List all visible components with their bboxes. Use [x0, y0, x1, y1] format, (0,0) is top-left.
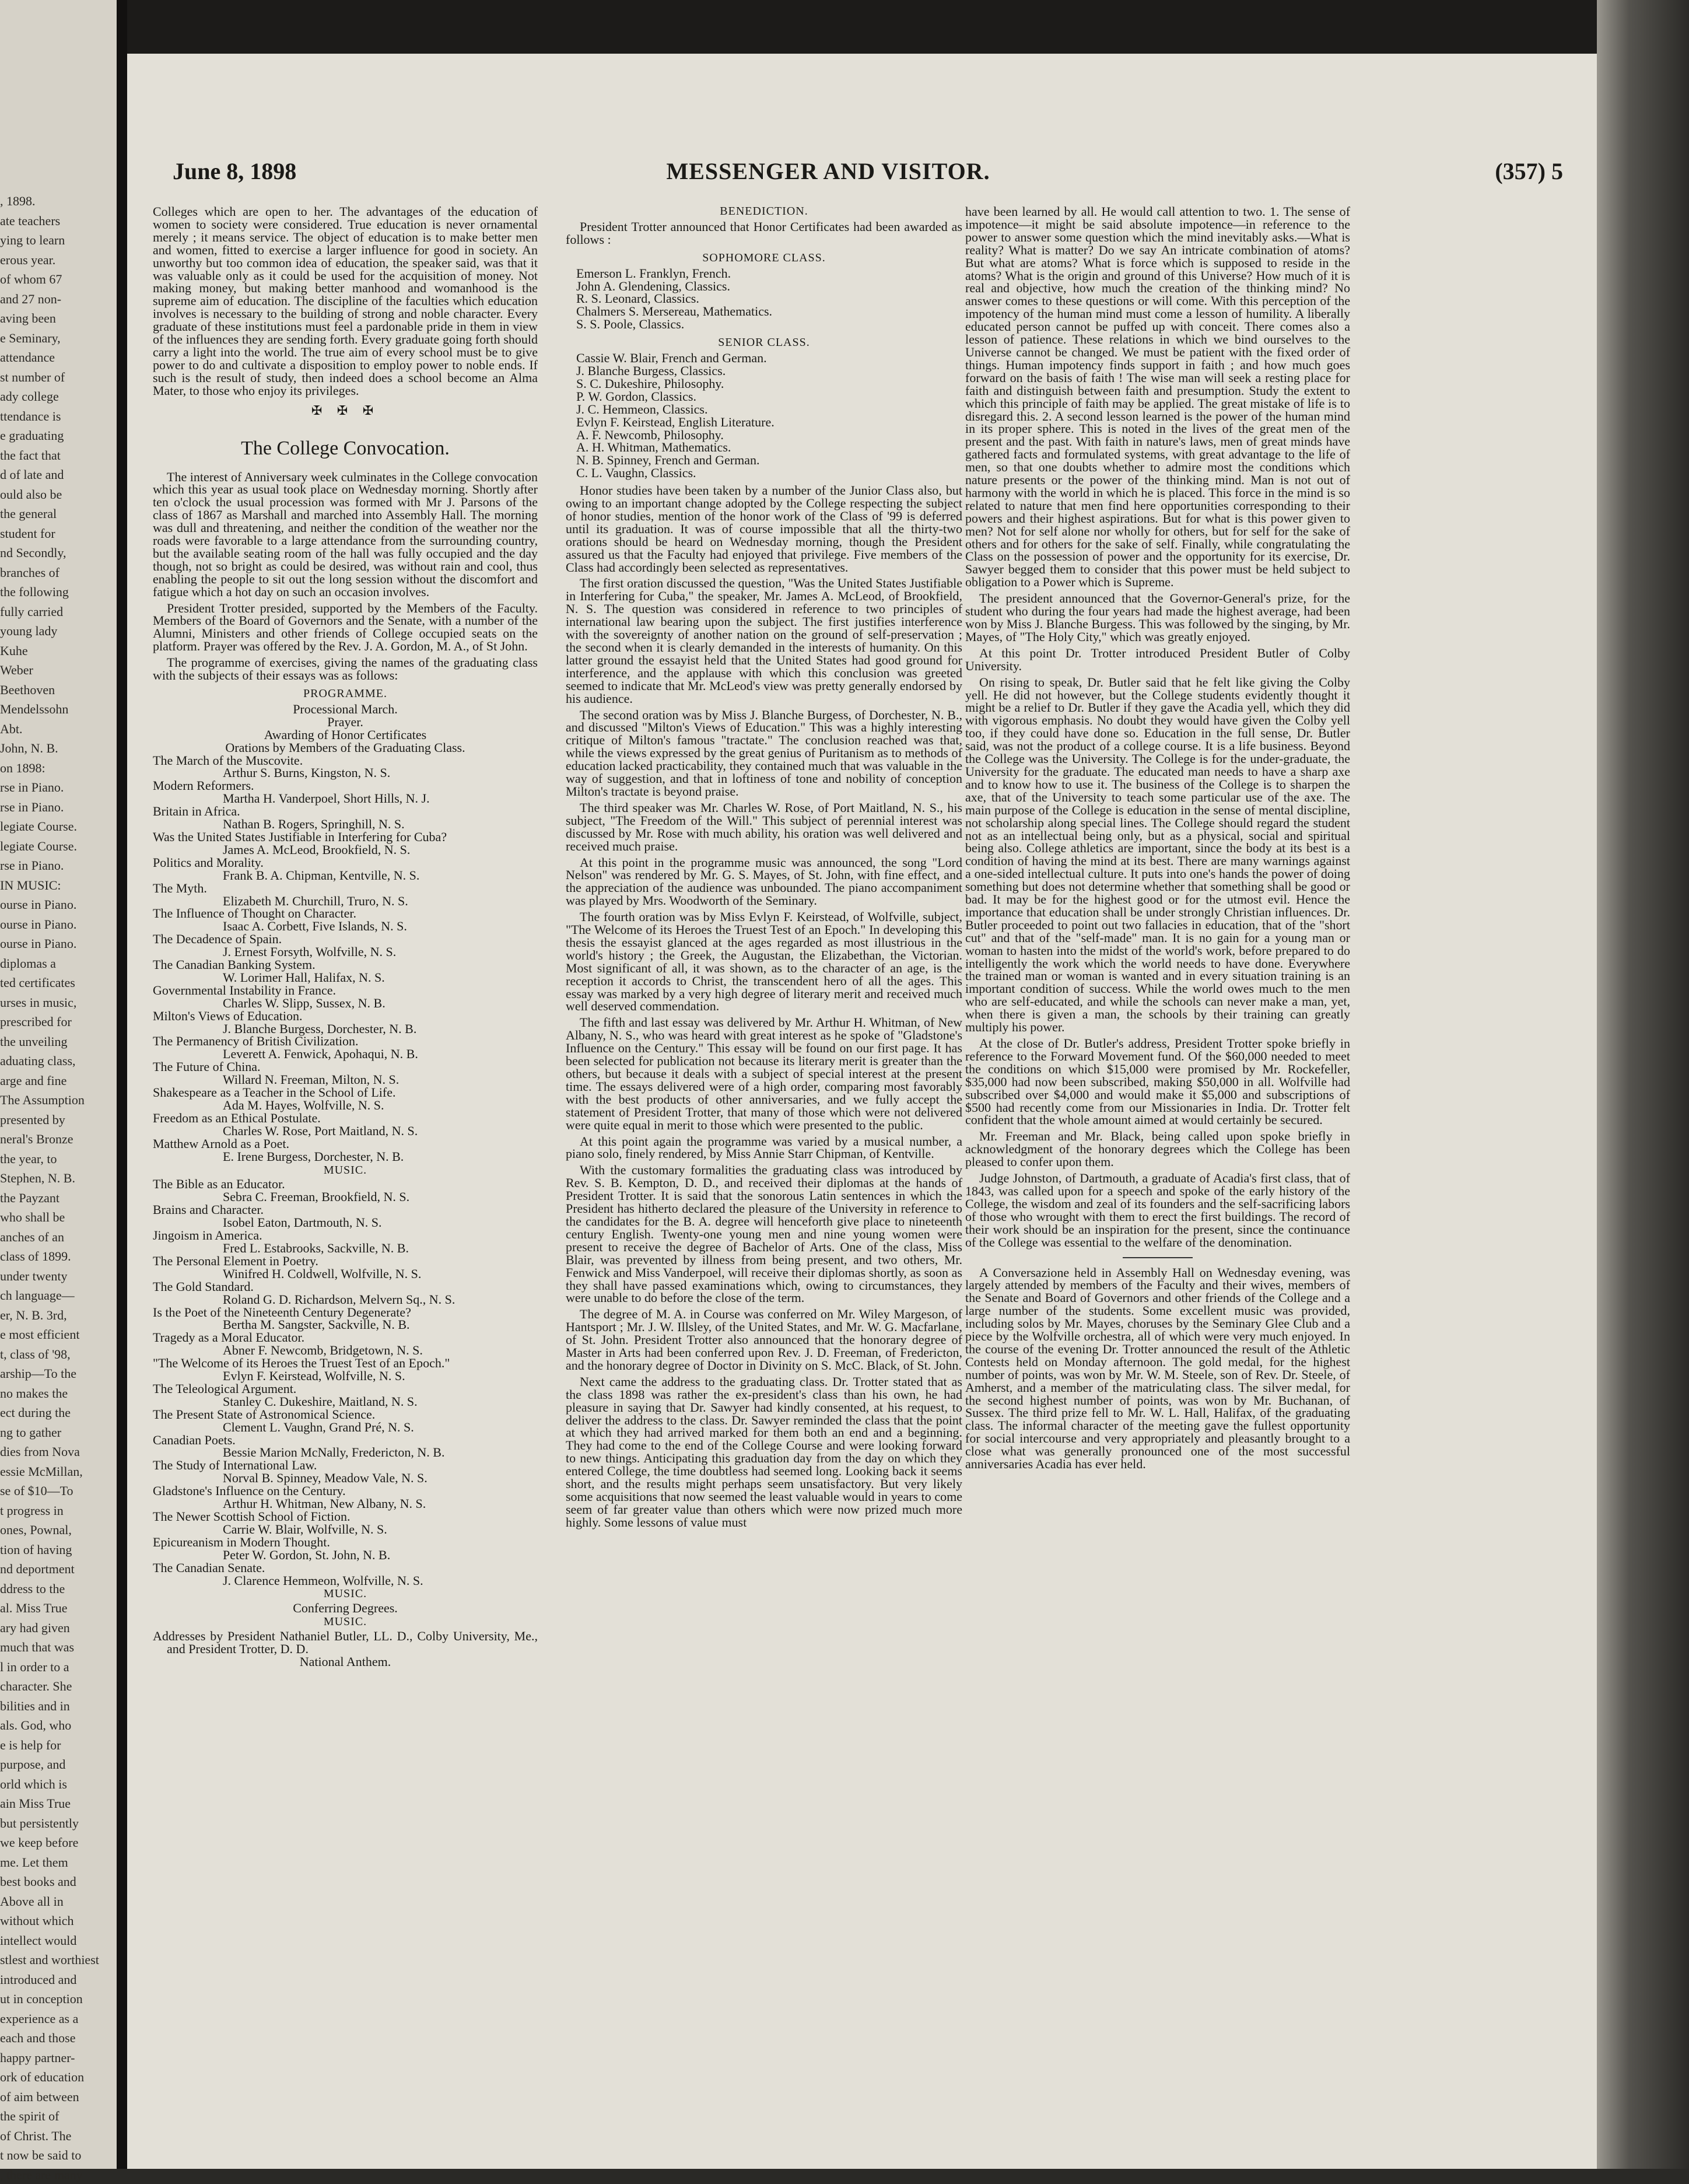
page-gutter	[117, 0, 127, 2169]
facing-page-text-line: ddress to the	[0, 1581, 65, 1596]
honor-entry: Emerson L. Franklyn, French.	[576, 265, 731, 281]
facing-page-text-line: rse in Piano.	[0, 780, 64, 794]
facing-page-text-line: ying to learn	[0, 233, 65, 247]
facing-page-text-line: , there are many	[0, 2167, 83, 2182]
facing-page-text-line: bilities and in	[0, 1698, 70, 1713]
programme-item: Orations by Members of the Graduating Class.	[225, 740, 465, 755]
facing-page-text-line: IN MUSIC:	[0, 877, 61, 892]
programme-item: Processional March.	[293, 701, 398, 716]
intro-paragraph: Colleges which are open to her. The advantages of the education of women to society were considered. True education is never ornamental merely ; it means service. The object of education is to make better men and women, fitted to exercise a larger influence for good in society. An unworthy but too common idea of education, the speaker said, was that it was valuable only as it could be used for the acquisition of money. Not making money, but making better manhood and womanhood is the supreme aim of education. The discipline of the faculties which education involves is necessary to the building of strong and noble character. Every graduate of these institutions must feel a pardonable pride in them in view of the influences they are sending forth. Every graduate going forth should carry a light into the world. The true aim of every school must be to give power to do and cultivate a disposition to employ power to noble ends. If such is the result of study, then indeed does a school become an Alma Mater, to those who enjoy its privileges.	[153, 204, 538, 398]
programme-essay-title: Matthew Arnold as a Poet.	[153, 1136, 290, 1151]
programme-essay-title: Modern Reformers.	[153, 778, 254, 793]
facing-page-text-line: John, N. B.	[0, 741, 58, 755]
programme-essayist: Abner F. Newcomb, Bridgetown, N. S.	[223, 1343, 423, 1358]
facing-page-text-line: happy partner-	[0, 2050, 75, 2065]
facing-page-text-line: ng to gather	[0, 1424, 62, 1440]
honor-entry: N. B. Spinney, French and German.	[576, 453, 760, 468]
programme-essayist: Nathan B. Rogers, Springhill, N. S.	[223, 817, 405, 832]
facing-page-text-line: rse in Piano.	[0, 858, 64, 873]
programme-essayist: Bertha M. Sangster, Sackville, N. B.	[223, 1317, 410, 1332]
facing-page-text-line: the general	[0, 506, 57, 521]
paragraph: have been learned by all. He would call attention to two. 1. The sense of impotence—it might be said absolute impotence—in reference to the power to answer some question which the mind inevitably asks.—What is reality? What is matter? Do we say An intricate combination of atoms? But what are atoms? What is force which is supposed to reside in the atoms? What is the origin and ground of this Universe? How much of it is real and objective, how much the creation of the thinking mind? No answer comes to these questions or will come. With this perception of the impotency of the human mind must come a lesson of humility. A liberally educated person cannot be puffed up with conceit. There comes also a lesson of patience. These relations in which we bind ourselves to the Universe cannot be changed. We must be patient with the fixed order of things. Human impotency finds support in faith ; and how much goes forward on the basis of faith ! The wise man will seek a resting place for faith and distinguish between faith and presumption. Study the extent to which this principle of faith may be applied. The great mistake of life is to disregard this. 2. A second lesson learned is the power of the human mind in its proper sphere. This is noted in the lives of the great men of the present and the past. With faith in nature's laws, men of great minds have gathered facts and formulated systems, with great advantage to the life of men, so that one doubts whether to admire most the conditions which nature presents or the power of the thinking mind. Man is not out of harmony with the world in which he is placed. This force in the mind is so related to nature that men find here opportunities corresponding to their powers and their highest aspirations. But for what is this power given to men? Not for self alone nor wholly for others, but for self for the sake of others and for others for the sake of self. Finally, while congratulating the Class on the possession of power and the opportunity for its exercise, Dr. Sawyer begged them to consider that this power must be held subject to obligation to a Power which is Supreme.	[965, 204, 1350, 590]
facing-page-text-line: much that was	[0, 1640, 75, 1654]
paragraph: The president announced that the Governor-General's prize, for the student who during the four years had made the highest average, had been won by Miss J. Blanche Burgess. This was followed by the singing, by Mr. Mayes, of "The Holy City," which was greatly enjoyed.	[965, 591, 1350, 644]
programme-essayist: Stanley C. Dukeshire, Maitland, N. S.	[223, 1394, 418, 1409]
programme-essay-title: Is the Poet of the Nineteenth Century Degenerate?	[153, 1304, 411, 1320]
facing-page-text-line: ork of education	[0, 2070, 85, 2084]
music-label: MUSIC.	[323, 1587, 367, 1601]
facing-page-text-line: fully carried	[0, 604, 64, 619]
facing-page-text-line: Abt.	[0, 721, 23, 736]
paragraph: President Trotter presided, supported by the Members of the Faculty. Members of the Board of Governors and the Senate, with a number of the Alumni, Ministers and other friends of College occupied seats on the platform. Prayer was offered by the Rev. J. A. Gordon, M. A., of St John.	[153, 600, 538, 654]
paragraph: With the customary formalities the graduating class was introduced by Rev. S. B. Kempton, D. D., and received their diplomas at the hands of President Trotter. It is said that the sonorous Latin sentences in which the President has hitherto declared the pleasure of the University in reference to the candidates for the B. A. degree will henceforth give place to nineteenth century English. Twenty-one young men and nine young women were present to receive the degree of Bachelor of Arts. One of the class, Miss Blair, was prevented by illness from being present, and two others, Mr. Fenwick and Miss Vanderpoel, will receive their diplomas shortly, as soon as they shall have passed examinations which, owing to circumstances, they were unable to do before the close of the term.	[566, 1163, 962, 1306]
facing-page-text-line: , 1898.	[0, 194, 36, 208]
facing-page-text-line: each and those	[0, 2031, 76, 2045]
programme-essay-title: Tragedy as a Moral Educator.	[153, 1330, 305, 1345]
facing-page-text-line: intellect would	[0, 1933, 77, 1948]
facing-page-text-line: tion of having	[0, 1542, 72, 1557]
programme-essayist: James A. McLeod, Brookfield, N. S.	[223, 842, 411, 857]
programme-essayist: Willard N. Freeman, Milton, N. S.	[223, 1072, 400, 1087]
facing-page-text-line: ttendance is	[0, 408, 61, 424]
programme-essay-title: Epicureanism in Modern Thought.	[153, 1534, 330, 1549]
facing-page-text-line: who shall be	[0, 1210, 65, 1224]
facing-page-text-line: ourse in Piano.	[0, 916, 77, 932]
music-label: MUSIC.	[323, 1615, 367, 1629]
facing-page-text-line: the following	[0, 584, 69, 599]
column-1	[153, 205, 538, 1668]
facing-page-text-line: t progress in	[0, 1503, 64, 1518]
paragraph: At this point Dr. Trotter introduced President Butler of Colby University.	[965, 645, 1350, 673]
programme-item: Awarding of Honor Certificates	[264, 727, 427, 742]
facing-page-text-line: rse in Piano.	[0, 799, 64, 814]
programme-essayist: Martha H. Vanderpoel, Short Hills, N. J.	[223, 791, 430, 806]
facing-page-text-line: The Assumption	[0, 1093, 85, 1107]
programme-essayist: E. Irene Burgess, Dorchester, N. B.	[223, 1149, 404, 1164]
paragraph: The first oration discussed the question, "Was the United States Justifiable in Interfering for Cuba," the speaker, Mr. James A. McLeod, of Brookfield, N. S. The question was considered in reference to two principles of international law bearing upon the subject. The first justifies interference with the sovereignty of another nation on the ground of self-preservation ; the second when it is clearly demanded in the interests of humanity. On this latter ground the essayist held that the United States had good ground for interference, and the applause with which this conclusion was greeted seemed to indicate that Mr. McLeod's view was pretty generally endorsed by his audience.	[566, 576, 962, 706]
column-3-paragraphs	[965, 205, 1350, 1249]
facing-page-text-line: Stephen, N. B.	[0, 1171, 75, 1185]
honor-entry: A. F. Newcomb, Philosophy.	[576, 427, 724, 442]
facing-page-text-line: of whom 67	[0, 272, 62, 286]
programme-essayist: J. Blanche Burgess, Dorchester, N. B.	[223, 1021, 417, 1036]
programme-essay-title: The Decadence of Spain.	[153, 932, 282, 947]
honor-entry: R. S. Leonard, Classics.	[576, 291, 699, 306]
programme-essayist: Peter W. Gordon, St. John, N. B.	[223, 1547, 391, 1562]
facing-page-text-line: nd Secondly,	[0, 545, 66, 560]
facing-page-text-line: ate teachers	[0, 213, 61, 228]
facing-page-text-line: erous year.	[0, 252, 56, 267]
programme-essay-title: Shakespeare as a Teacher in the School of Life.	[153, 1085, 396, 1100]
facing-page-text-line: of Christ. The	[0, 2128, 72, 2143]
facing-page-text-line: se of $10—To	[0, 1483, 73, 1498]
facing-page-text-line: branches of	[0, 565, 60, 580]
facing-page-text-line: student for	[0, 526, 55, 541]
facing-page-text-line: the unveiling	[0, 1034, 68, 1049]
programme-essay-title: The Personal Element in Poetry.	[153, 1253, 318, 1268]
facing-page-text-line: Above all in	[0, 1894, 64, 1909]
facing-page-text-line: ady college	[0, 389, 59, 404]
music-label: MUSIC.	[323, 1163, 367, 1177]
facing-page-text-line: young lady	[0, 624, 58, 638]
honor-entry: J. C. Hemmeon, Classics.	[576, 401, 708, 416]
sophomore-heading: SOPHOMORE CLASS.	[702, 251, 826, 264]
programme-essay-title: Governmental Instability in France.	[153, 982, 337, 998]
programme-essay-title: The Study of International Law.	[153, 1458, 317, 1473]
facing-page-text-line: ourse in Piano.	[0, 936, 77, 951]
programme-essay-title: The Future of China.	[153, 1059, 261, 1074]
facing-page-text-line: legiate Course.	[0, 838, 77, 853]
paragraph: President Trotter announced that Honor Certificates had been awarded as follows :	[566, 219, 962, 247]
anthem-line: National Anthem.	[299, 1654, 391, 1669]
programme-essay-title: The Teleological Argument.	[153, 1381, 297, 1396]
scan-right-border	[1597, 0, 1689, 2169]
facing-page-text-line: e Seminary,	[0, 330, 61, 345]
paragraph: The fourth oration was by Miss Evlyn F. Keirstead, of Wolfville, subject, "The Welcome of its Heroes the Truest Test of an Epoch." In developing this thesis the essayist glanced at the ages regarded as most illustrious in the world's history ; the Greek, the Augustan, the Elizabethan, the Victorian. Most significant of all, it was shown, as to the character of an age, is the reception it accords to Christ, the transcendent hero of all the ages. This essay was marked by a very high degree of literary merit and received much well deserved commendation.	[566, 909, 962, 1014]
facing-page-text-line: me. Let them	[0, 1854, 68, 1870]
facing-page-text-line: dies from Nova	[0, 1444, 80, 1459]
facing-page-text-line: presented by	[0, 1112, 65, 1127]
programme-essay-title: The Bible as an Educator.	[153, 1177, 285, 1192]
facing-page-text-line: ch language—	[0, 1288, 75, 1303]
paragraph: At this point again the programme was varied by a musical number, a piano solo, finely rendered, by Miss Annie Starr Chipman, of Kentville.	[566, 1133, 962, 1161]
programme-essayist: J. Clarence Hemmeon, Wolfville, N. S.	[223, 1573, 423, 1588]
programme-essay-title: Gladstone's Influence on the Century.	[153, 1483, 346, 1499]
programme-essayist: Clement L. Vaughn, Grand Pré, N. S.	[223, 1419, 414, 1434]
programme-essayist: J. Ernest Forsyth, Wolfville, N. S.	[223, 944, 397, 960]
programme-essay-title: The Gold Standard.	[153, 1279, 254, 1294]
facing-page-text-line: als. God, who	[0, 1718, 72, 1732]
facing-page-text-line: introduced and	[0, 1972, 77, 1987]
facing-page-text-line: aving been	[0, 311, 56, 326]
facing-page-text-line: Beethoven	[0, 682, 55, 697]
honor-entry: S. S. Poole, Classics.	[576, 317, 685, 332]
paragraph: The fifth and last essay was delivered by Mr. Arthur H. Whitman, of New Albany, N. S., who was heard with great interest as he spoke of "Gladstone's Influence on the Century." This essay will be found on our first page. It has been selected for publication not because its literary merit is greater than the others, but because it deals with a subject of special interest at the present time. The essays delivered were of a high order, comparing most favorably with the best products of other anniversaries, and we fully accept the statement of President Trotter, that many of those which were not delivered were quite equal in merit to those which were presented to the public.	[566, 1015, 962, 1132]
programme-essay-title: The Canadian Senate.	[153, 1560, 265, 1575]
paragraph: The interest of Anniversary week culminates in the College convocation which this year as usual took place on Wednesday morning. Shortly after ten o'clock the usual procession was formed with Mr J. Parsons of the class of 1867 as Marshall and marched into Assembly Hall. The morning was dull and threatening, and neither the condition of the weather nor the roads were favorable to a large attendance from the surrounding country, but the available seating room of the hall was fully occupied and the day though, not so bright as could be desired, was without rain and cool, thus enabling the people to sit out the long session without the discomfort and fatigue which a hot day on such an occasion involves.	[153, 469, 538, 599]
paragraph: Mr. Freeman and Mr. Black, being called upon spoke briefly in acknowledgment of the honorary degrees which the College has been pleased to confer upon them.	[965, 1129, 1350, 1170]
addresses-line: Addresses by President Nathaniel Butler, LL. D., Colby University, Me., and President Trotter, D. D.	[153, 1629, 538, 1657]
facing-page-text-line: t, class of '98,	[0, 1346, 71, 1362]
facing-page-text-line: of aim between	[0, 2089, 79, 2104]
programme-essay-title: Was the United States Justifiable in Interfering for Cuba?	[153, 829, 447, 844]
programme-item: Conferring Degrees.	[293, 1601, 398, 1616]
facing-page-text-line: ut in conception	[0, 1992, 83, 2006]
programme-essayist: Ada M. Hayes, Wolfville, N. S.	[223, 1098, 384, 1112]
facing-page-text-line: but persistently	[0, 1815, 79, 1831]
paragraph: The third speaker was Mr. Charles W. Rose, of Port Maitland, N. S., his subject, "The Freedom of the Will." This subject of perennial interest was discussed by Mr. Rose with much ability, his oration was well delivered and received much praise.	[566, 800, 962, 853]
facing-page-text-line: l in order to a	[0, 1659, 69, 1674]
programme-essay-title: Freedom as an Ethical Postulate.	[153, 1110, 321, 1125]
facing-page-text-line: essie McMillan,	[0, 1464, 83, 1479]
programme-essayist: W. Lorimer Hall, Halifax, N. S.	[223, 970, 385, 985]
programme-essay-title: The March of the Muscovite.	[153, 752, 303, 768]
facing-page-text-line: ary had given	[0, 1620, 70, 1635]
facing-page-text-line: diplomas a	[0, 956, 56, 971]
facing-page-text-line: legiate Course.	[0, 819, 77, 834]
programme-essayist: Roland G. D. Richardson, Melvern Sq., N. S.	[223, 1292, 455, 1307]
facing-page-text-line: purpose, and	[0, 1757, 66, 1772]
facing-page-text-line: the Payzant	[0, 1190, 60, 1205]
facing-page-text-line: urses in music,	[0, 995, 77, 1010]
paragraph: The programme of exercises, giving the names of the graduating class with the subjects of their essays was as follows:	[153, 655, 538, 683]
programme-essayist: Charles W. Rose, Port Maitland, N. S.	[223, 1123, 418, 1138]
facing-page-text-line: e graduating	[0, 428, 64, 443]
facing-page-text-line: the spirit of	[0, 2109, 59, 2123]
facing-page-text-line: arge and fine	[0, 1073, 67, 1088]
facing-page-text-line: neral's Bronze	[0, 1132, 73, 1146]
programme-essayist: Sebra C. Freeman, Brookfield, N. S.	[223, 1189, 410, 1205]
facing-page-text-line: orld which is	[0, 1776, 67, 1791]
programme-essayist: Isaac A. Corbett, Five Islands, N. S.	[223, 919, 407, 934]
header-title: MESSENGER AND VISITOR.	[666, 158, 990, 184]
scan-top-border	[117, 0, 1689, 54]
paragraph: The degree of M. A. in Course was conferred on Mr. Wiley Margeson, of Hantsport ; Mr. J. W. Illsley, of the United States, and Mr. W. G. Macfarlane, of St. John. President Trotter also announced that the honorary degree of Master in Arts had been conferred upon Rev. J. D. Freeman, of Fredericton, and the honorary degree of Doctor in Divinity on S. McC. Black, of St. John.	[566, 1307, 962, 1373]
section-rule	[1123, 1257, 1193, 1258]
facing-page-text-line: ect during the	[0, 1405, 71, 1420]
honor-entry: A. H. Whitman, Mathematics.	[576, 440, 731, 455]
programme-list	[153, 1178, 538, 1587]
facing-page-text-line: no makes the	[0, 1385, 68, 1401]
header-date: June 8, 1898	[173, 158, 297, 184]
sophomore-list	[566, 267, 962, 331]
column-3	[965, 205, 1350, 1474]
paragraph: At this point in the programme music was announced, the song "Lord Nelson" was rendered by Mr. G. S. Mayes, of St. John, with fine effect, and the appreciation of the audience was unbounded. The piano accompaniment was played by Mrs. Woodworth of the Seminary.	[566, 855, 962, 908]
facing-page-text-line: ones, Pownal,	[0, 1522, 72, 1537]
facing-page-text-line: Weber	[0, 663, 33, 677]
facing-page-text-line: without which	[0, 1913, 74, 1928]
column-2	[566, 205, 962, 1532]
programme-essayist: Elizabeth M. Churchill, Truro, N. S.	[223, 893, 408, 908]
senior-heading: SENIOR CLASS.	[718, 336, 810, 349]
programme-list	[153, 754, 538, 1163]
facing-page-text-line: Kuhe	[0, 643, 28, 658]
facing-page-text-line: prescribed for	[0, 1014, 72, 1029]
facing-page-text-line: t now be said to	[0, 2148, 82, 2162]
programme-essay-title: Canadian Poets.	[153, 1432, 236, 1447]
programme-essay-title: Jingoism in America.	[153, 1228, 262, 1243]
facing-page-text-line: under twenty	[0, 1268, 68, 1283]
facing-page-text-line: class of 1899.	[0, 1249, 71, 1264]
facing-page-text-line: aduating class,	[0, 1054, 76, 1068]
column-2-paragraphs	[566, 484, 962, 1529]
facing-page-text-line: ted certificates	[0, 975, 75, 990]
section-ornament: ✠ ✠ ✠	[311, 402, 380, 418]
facing-page-text-line: anches of an	[0, 1229, 64, 1244]
facing-page-text-line: the fact that	[0, 447, 61, 463]
facing-page-text-line: d of late and	[0, 467, 64, 482]
paragraph: Honor studies have been taken by a number of the Junior Class also, but owing to an important change adopted by the College respecting the subject of honor studies, mention of the honor work of the Class of '99 is deferred until its graduation. It was of course impossible that all the thirty-two orations should be heard on Wednesday morning, though the President assured us that the Faculty had enjoyed that privilege. Five members of the Class had accordingly been selected as representatives.	[566, 483, 962, 575]
programme-essayist: Frank B. A. Chipman, Kentville, N. S.	[223, 867, 420, 883]
header-page-number: (357) 5	[1495, 158, 1563, 184]
programme-essay-title: Britain in Africa.	[153, 804, 240, 819]
programme-essayist: Bessie Marion McNally, Fredericton, N. B.	[223, 1445, 445, 1460]
honor-entry: P. W. Gordon, Classics.	[576, 388, 696, 404]
programme-essayist: Charles W. Slipp, Sussex, N. B.	[223, 995, 386, 1010]
programme-essay-title: "The Welcome of its Heroes the Truest Test of an Epoch."	[153, 1356, 450, 1371]
paragraph: At the close of Dr. Butler's address, President Trotter spoke briefly in reference to the Forward Movement fund. Of the $60,000 needed to meet the conditions on which $15,000 were promised by Mr. Rockefeller, $35,000 had now been subscribed, making $50,000 in all. Wolfville had subscribed over $4,000 and would make it $5,000 and subscriptions of $500 had recently come from our Missionaries in India. Dr. Trotter felt confident that the whole amount aimed at would certainly be secured.	[965, 1036, 1350, 1128]
senior-list	[566, 352, 962, 480]
facing-page-text-line: on 1898:	[0, 760, 45, 775]
facing-page-text-line: ourse in Piano.	[0, 897, 77, 912]
paragraph: The second oration was by Miss J. Blanche Burgess, of Dorchester, N. B., and discussed "Milton's Views of Education." This was a highly interesting critique of Milton's famous "tractate." The conclusion reached was that, while the views expressed by the great genius of Puritanism as to methods of education lacked practicability, they contained much that was valuable in the way of suggestion, and that in loftiness of tone and nobility of conception Milton's tractate is beyond praise.	[566, 707, 962, 799]
programme-essay-title: The Myth.	[153, 880, 207, 895]
programme-essay-title: The Permanency of British Civilization.	[153, 1034, 359, 1049]
benediction-heading: BENEDICTION.	[720, 205, 808, 218]
facing-page-text-line: e most efficient	[0, 1327, 80, 1342]
facing-page-text-line: the year, to	[0, 1151, 57, 1166]
honor-entry: Cassie W. Blair, French and German.	[576, 351, 767, 366]
honor-entry: J. Blanche Burgess, Classics.	[576, 363, 726, 378]
programme-essayist: Carrie W. Blair, Wolfville, N. S.	[223, 1521, 387, 1536]
programme-essayist: Evlyn F. Keirstead, Wolfville, N. S.	[223, 1368, 405, 1384]
programme-essayist: Leverett A. Fenwick, Apohaqui, N. B.	[223, 1046, 418, 1062]
programme-essay-title: Milton's Views of Education.	[153, 1008, 303, 1023]
programme-essayist: Arthur S. Burns, Kingston, N. S.	[223, 765, 391, 780]
facing-page-text-line: Mendelssohn	[0, 702, 69, 716]
paragraph: Judge Johnston, of Dartmouth, a graduate of Acadia's first class, that of 1843, was called upon for a speech and spoke of the early history of the College, the wisdom and zeal of its founders and the self-sacrificing labors of those who wrought with them to erect the first buildings. The record of their work should be an inspiration for the present, since the continuance of the College was essential to the welfare of the denomination.	[965, 1171, 1350, 1250]
honor-entry: Chalmers S. Mersereau, Mathematics.	[576, 304, 773, 319]
facing-page-text-line: we keep before	[0, 1835, 79, 1850]
facing-page-text-line: al. Miss True	[0, 1601, 68, 1615]
programme-essay-title: Brains and Character.	[153, 1202, 264, 1217]
facing-page-text-line: e is help for	[0, 1737, 61, 1752]
facing-page-text-line: ould also be	[0, 487, 62, 502]
programme-essay-title: The Newer Scottish School of Fiction.	[153, 1509, 351, 1524]
honor-entry: Evlyn F. Keirstead, English Literature.	[576, 414, 775, 429]
facing-page-text-line: best books and	[0, 1874, 76, 1889]
programme-heading: PROGRAMME.	[303, 687, 387, 700]
honor-entry: John A. Glendening, Classics.	[576, 278, 730, 293]
paragraph: Next came the address to the graduating class. Dr. Trotter stated that as the class 1898 was rather the ex-president's class than his own, he had pleasure in saying that Dr. Sawyer had kindly consented, at his request, to deliver the address to the class. Dr. Sawyer reminded the class that the point at which they had arrived marked for them both an end and a beginning. They had come to the end of the College Course and were looking forward to new things. Anticipating this graduation day from the day on which they entered College, the time doubtless had seemed long. Looking back it seems short, and the results might perhaps seem unsatisfactory. But very likely some acquisitions that now seemed the least valuable would in years to come seem of far greater value than others which were now prized much more highly. Some lessons of value must	[566, 1374, 962, 1530]
programme-essay-title: Politics and Morality.	[153, 855, 264, 870]
facing-page-text-line: arship—To the	[0, 1366, 77, 1381]
facing-page-text-line: st number of	[0, 369, 65, 384]
honor-entry: S. C. Dukeshire, Philosophy.	[576, 376, 724, 391]
facing-page-text-line: experience as a	[0, 2011, 79, 2026]
programme-essayist: Norval B. Spinney, Meadow Vale, N. S.	[223, 1471, 427, 1486]
programme-essayist: Fred L. Estabrooks, Sackville, N. B.	[223, 1240, 409, 1255]
facing-page-text-line: nd deportment	[0, 1562, 75, 1576]
programme-essayist: Winifred H. Coldwell, Wolfville, N. S.	[223, 1266, 422, 1281]
programme-item: Prayer.	[327, 714, 363, 729]
programme-essay-title: The Influence of Thought on Character.	[153, 906, 357, 921]
facing-page-text-line: attendance	[0, 350, 55, 365]
conversazione-paragraph: A Conversazione held in Assembly Hall on Wednesday evening, was largely attended by members of the Faculty and their wives, members of the Senate and Board of Governors and other friends of the College and a large number of the students. Some excellent music was provided, including solos by Mr. Mayes, choruses by the Seminary Glee Club and a piece by the Wolfville orchestra, all of which were very much enjoyed. In the course of the evening Dr. Trotter announced the result of the Athletic Contests held on Monday afternoon. The gold medal, for the highest number of points, was won by Mr. W. M. Steele, son of Rev. Dr. Steele, of Amherst, and a member of the matriculating class. The silver medal, for the second highest number of points, was won by Mr. Buchanan, of Sussex. The third prize fell to Mr. W. L. Hall, Halifax, of the graduating class. The informal character of the meeting gave the fullest opportunity for social intercourse and very appropriately and pleasantly brought to a close what was generally pronounced one of the most successful anniversaries Acadia has ever held.	[965, 1265, 1350, 1472]
facing-page-text-line: character. She	[0, 1679, 72, 1693]
facing-page-strip	[0, 0, 117, 2182]
honor-entry: C. L. Vaughn, Classics.	[576, 466, 696, 481]
page-header	[169, 158, 1586, 194]
facing-page-text-line: and 27 non-	[0, 291, 62, 306]
programme-essayist: Arthur H. Whitman, New Albany, N. S.	[223, 1496, 426, 1511]
programme-essay-title: The Canadian Banking System.	[153, 957, 316, 972]
facing-page-text-line: stlest and worthiest	[0, 1952, 99, 1967]
programme-essay-title: The Present State of Astronomical Science.	[153, 1406, 376, 1422]
facing-page-text-line: er, N. B. 3rd,	[0, 1307, 67, 1322]
paragraph: On rising to speak, Dr. Butler said that he felt like giving the Colby yell. He did not however, but the College students evidently thought it might be a relief to Dr. Butler if they gave the Acadia yell, which they did with vigorous emphasis. No doubt they would have given the Colby yell too, if they could have done so. Education in the full sense, Dr. Butler said, was not the product of a college course. It is a life business. Beyond the College was the University. The College is for the under-graduate, the University for the graduate. The educated man needs to have a sharp axe and to know how to use it. The business of the College is to sharpen the axe, that of the University to teach some particular use of the axe. The main purpose of the College is education in the sense of mental discipline, not scholarship along special lines. The College should regard the student not as an intellectual being only, but as a physical, social and spiritual being also. College athletics are important, since the body at its best is a condition of having the mind at its best. There are many warnings against a one-sided intellectual culture. It puts into one's hands the power of doing something but does not determine whether that something shall be good or bad. It may be for the highest good or for the utmost evil. Hence the importance that education shall be under strongly Christian influences. Dr. Butler proceeded to point out two fallacies in education, that of the "short cut" and that of the "self-made" man. It is no gain for a young man or woman to hasten into the midst of the world's work, before prepared to do intelligently the work which the world needs to have done. Everywhere the trained man or woman is wanted and in every situation training is an important condition of success. While the world owes much to the men who are self-educated, and while the schools can never make a man, yet, when there is given a man, the schools by their training can greatly multiply his power.	[965, 674, 1350, 1035]
article-title: The College Convocation.	[241, 437, 450, 459]
facing-page-text-line: ain Miss True	[0, 1796, 71, 1811]
programme-essayist: Isobel Eaton, Dartmouth, N. S.	[223, 1215, 382, 1230]
